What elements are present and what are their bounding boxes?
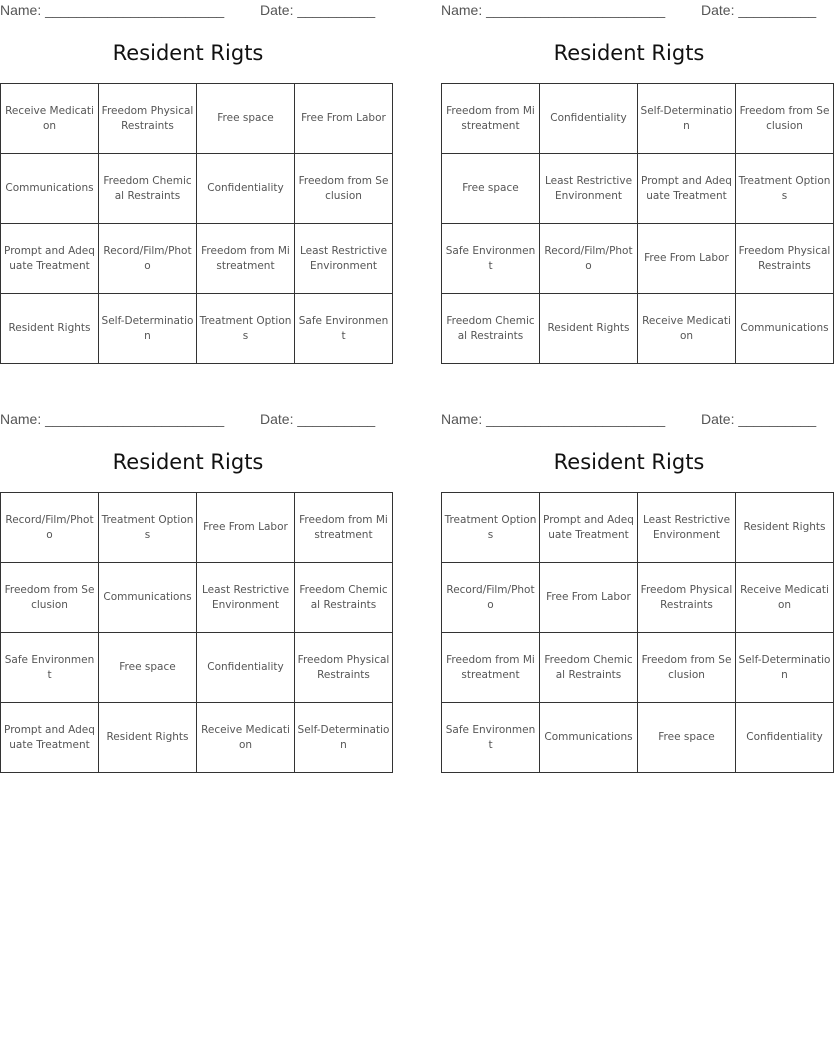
bingo-cell[interactable]: Safe Environment: [442, 703, 540, 773]
date-field[interactable]: Date: __________: [701, 411, 817, 427]
date-field[interactable]: Date: __________: [701, 2, 817, 18]
bingo-grid: [0, 492, 393, 773]
grid-row: [1, 633, 393, 703]
grid-row: [442, 633, 834, 703]
bingo-cell[interactable]: Free space: [99, 633, 197, 703]
grid-row: [442, 294, 834, 364]
bingo-cell[interactable]: Receive Medication: [1, 84, 99, 154]
bingo-cell[interactable]: Communications: [1, 154, 99, 224]
bingo-cell[interactable]: Record/Film/Photo: [442, 563, 540, 633]
bingo-cell[interactable]: Resident Rights: [1, 294, 99, 364]
bingo-cell[interactable]: Free From Labor: [638, 224, 736, 294]
bingo-cell[interactable]: Record/Film/Photo: [1, 493, 99, 563]
bingo-cell[interactable]: Freedom Chemical Restraints: [295, 563, 393, 633]
bingo-cell[interactable]: Record/Film/Photo: [540, 224, 638, 294]
bingo-cell[interactable]: Confidentiality: [540, 84, 638, 154]
bingo-cell[interactable]: Freedom Physical Restraints: [736, 224, 834, 294]
bingo-cell[interactable]: Treatment Options: [99, 493, 197, 563]
bingo-cell[interactable]: Confidentiality: [736, 703, 834, 773]
grid-row: [1, 703, 393, 773]
bingo-cell[interactable]: Resident Rights: [99, 703, 197, 773]
name-field[interactable]: Name: _______________________: [0, 411, 225, 427]
bingo-cell[interactable]: Safe Environment: [295, 294, 393, 364]
bingo-cell[interactable]: Prompt and Adequate Treatment: [1, 703, 99, 773]
bingo-cell[interactable]: Freedom from Seclusion: [1, 563, 99, 633]
bingo-cell[interactable]: Self-Determination: [638, 84, 736, 154]
bingo-cell[interactable]: Free From Labor: [295, 84, 393, 154]
bingo-cell[interactable]: Free space: [442, 154, 540, 224]
bingo-cell[interactable]: Freedom from Mistreatment: [295, 493, 393, 563]
bingo-cell[interactable]: Receive Medication: [638, 294, 736, 364]
card-title: Resident Rigts: [112, 450, 264, 474]
grid-row: [1, 224, 393, 294]
grid-row: [1, 84, 393, 154]
bingo-cell[interactable]: Freedom Chemical Restraints: [442, 294, 540, 364]
bingo-cell[interactable]: Freedom from Mistreatment: [442, 633, 540, 703]
bingo-cell[interactable]: Receive Medication: [197, 703, 295, 773]
bingo-grid: [441, 83, 834, 364]
date-field[interactable]: Date: __________: [260, 411, 376, 427]
bingo-cell[interactable]: Treatment Options: [736, 154, 834, 224]
bingo-cell[interactable]: Receive Medication: [736, 563, 834, 633]
bingo-cell[interactable]: Record/Film/Photo: [99, 224, 197, 294]
card-title: Resident Rigts: [112, 41, 264, 65]
bingo-grid: [441, 492, 834, 773]
name-field[interactable]: Name: _______________________: [441, 411, 666, 427]
bingo-cell[interactable]: Safe Environment: [1, 633, 99, 703]
bingo-cell[interactable]: Confidentiality: [197, 154, 295, 224]
bingo-cell[interactable]: Freedom from Seclusion: [295, 154, 393, 224]
bingo-cell[interactable]: Self-Determination: [99, 294, 197, 364]
bingo-cell[interactable]: Freedom from Mistreatment: [442, 84, 540, 154]
bingo-cell[interactable]: Prompt and Adequate Treatment: [540, 493, 638, 563]
bingo-cell[interactable]: Communications: [736, 294, 834, 364]
grid-row: [1, 294, 393, 364]
date-field[interactable]: Date: __________: [260, 2, 376, 18]
bingo-cell[interactable]: Communications: [99, 563, 197, 633]
grid-row: [1, 154, 393, 224]
bingo-cell[interactable]: Freedom Physical Restraints: [638, 563, 736, 633]
bingo-cell[interactable]: Least Restrictive Environment: [540, 154, 638, 224]
bingo-cell[interactable]: Freedom from Seclusion: [736, 84, 834, 154]
bingo-cell[interactable]: Resident Rights: [540, 294, 638, 364]
bingo-cell[interactable]: Freedom Physical Restraints: [295, 633, 393, 703]
grid-row: [1, 563, 393, 633]
bingo-cell[interactable]: Communications: [540, 703, 638, 773]
bingo-cell[interactable]: Confidentiality: [197, 633, 295, 703]
bingo-cell[interactable]: Treatment Options: [197, 294, 295, 364]
grid-row: [442, 493, 834, 563]
bingo-cell[interactable]: Free space: [638, 703, 736, 773]
bingo-cell[interactable]: Prompt and Adequate Treatment: [1, 224, 99, 294]
bingo-cell[interactable]: Freedom from Seclusion: [638, 633, 736, 703]
grid-row: [442, 154, 834, 224]
grid-row: [442, 224, 834, 294]
bingo-cell[interactable]: Free From Labor: [540, 563, 638, 633]
bingo-cell[interactable]: Least Restrictive Environment: [197, 563, 295, 633]
name-field[interactable]: Name: _______________________: [0, 2, 225, 18]
bingo-cell[interactable]: Freedom Chemical Restraints: [540, 633, 638, 703]
grid-row: [442, 563, 834, 633]
bingo-cell[interactable]: Free From Labor: [197, 493, 295, 563]
bingo-cell[interactable]: Safe Environment: [442, 224, 540, 294]
card-title: Resident Rigts: [553, 41, 705, 65]
bingo-cell[interactable]: Least Restrictive Environment: [295, 224, 393, 294]
card-title: Resident Rigts: [553, 450, 705, 474]
bingo-cell[interactable]: Least Restrictive Environment: [638, 493, 736, 563]
bingo-cell[interactable]: Freedom Physical Restraints: [99, 84, 197, 154]
bingo-cell[interactable]: Self-Determination: [295, 703, 393, 773]
bingo-cell[interactable]: Treatment Options: [442, 493, 540, 563]
grid-row: [1, 493, 393, 563]
bingo-cell[interactable]: Freedom from Mistreatment: [197, 224, 295, 294]
bingo-cell[interactable]: Free space: [197, 84, 295, 154]
grid-row: [442, 703, 834, 773]
name-field[interactable]: Name: _______________________: [441, 2, 666, 18]
grid-row: [442, 84, 834, 154]
bingo-cell[interactable]: Resident Rights: [736, 493, 834, 563]
bingo-cell[interactable]: Prompt and Adequate Treatment: [638, 154, 736, 224]
bingo-cell[interactable]: Self-Determination: [736, 633, 834, 703]
bingo-cell[interactable]: Freedom Chemical Restraints: [99, 154, 197, 224]
bingo-grid: [0, 83, 393, 364]
